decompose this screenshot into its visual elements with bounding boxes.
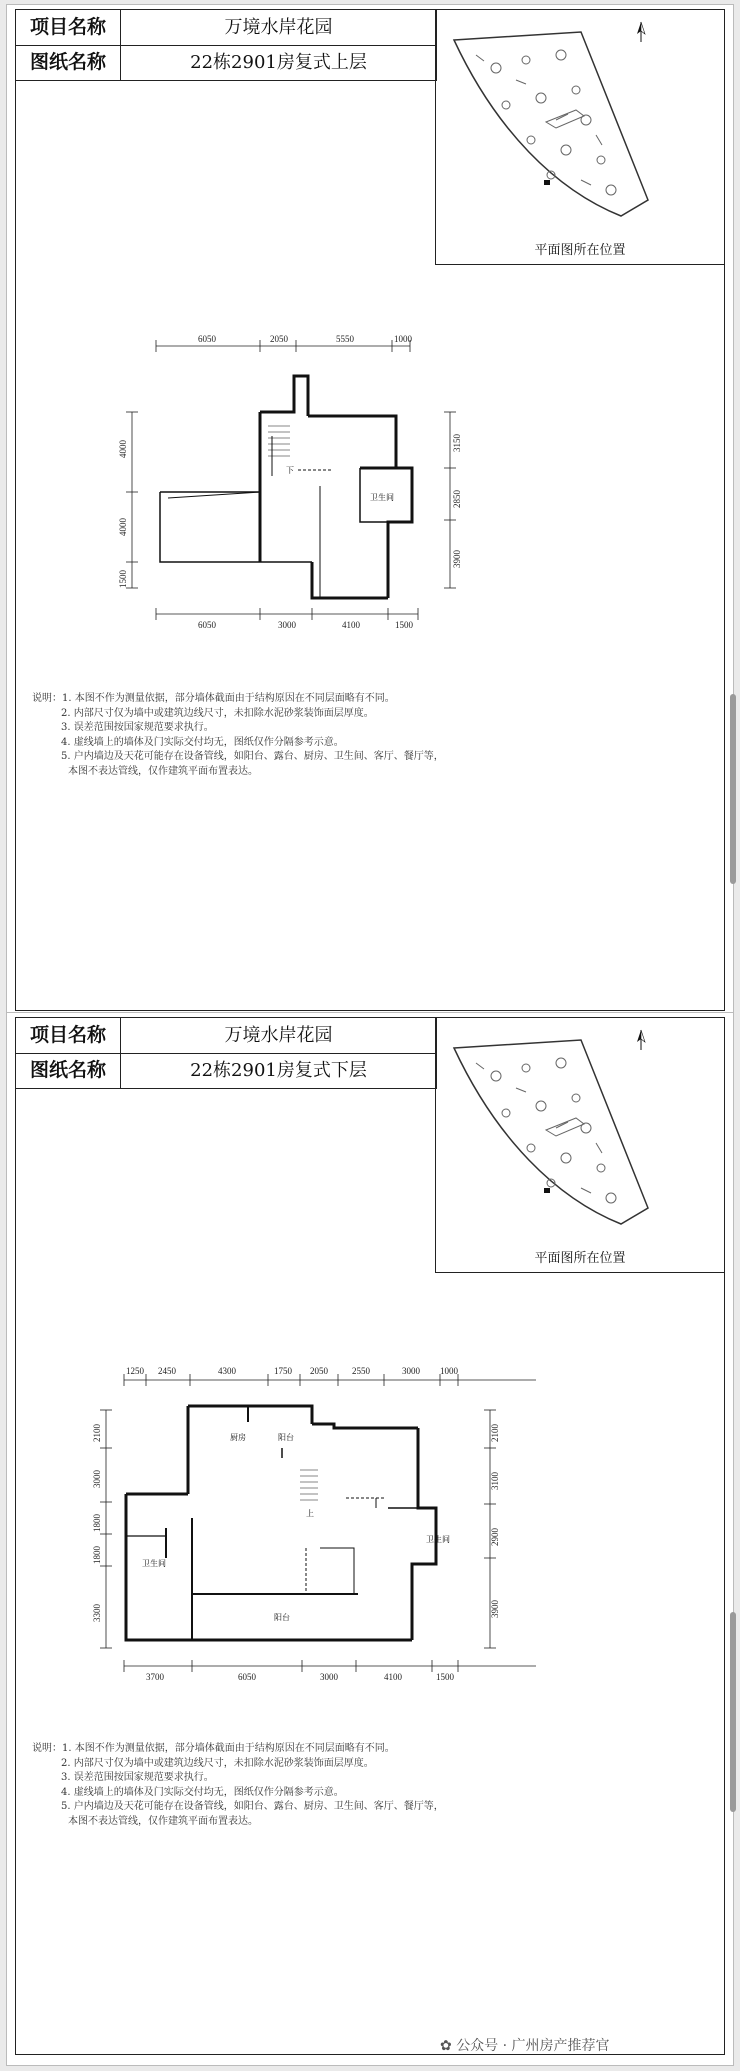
- note-line: 说明：1. 本图不作为测量依据，部分墙体截面由于结构原因在不同层面略有不同。: [32, 1743, 395, 1754]
- floor-plan-upper: [112, 316, 462, 636]
- dim-bottom-2: 3000: [278, 620, 296, 630]
- dim-top-6: 2550: [352, 1366, 370, 1376]
- dim-top-3: 4300: [218, 1366, 236, 1376]
- stair-mark: 上: [306, 1509, 314, 1518]
- note-line: 2. 内部尺寸仅为墙中或建筑边线尺寸，未扣除水泥砂浆装饰面层厚度。: [61, 707, 374, 719]
- dim-bottom-3: 3000: [320, 1672, 338, 1682]
- project-row: [16, 10, 436, 46]
- room-bathroom-right: 卫生间: [426, 1535, 450, 1544]
- dim-left-5: 3300: [92, 1604, 102, 1622]
- dim-right-1: 2100: [490, 1424, 500, 1442]
- dim-right-2: 2850: [452, 490, 462, 508]
- note-line: 本图不表达管线，仅作建筑平面布置表达。: [68, 1815, 258, 1827]
- dim-top-7: 3000: [402, 1366, 420, 1376]
- stair-mark: 下: [286, 466, 294, 475]
- stair-icon: [300, 1470, 318, 1500]
- dimension-lines: [100, 1374, 536, 1672]
- watermark-footer: [440, 2035, 610, 2055]
- dim-right-3: 3900: [452, 550, 462, 568]
- location-map: [435, 10, 724, 265]
- dim-left-1: 2100: [92, 1424, 102, 1442]
- dim-bottom-2: 6050: [238, 1672, 256, 1682]
- note-line: 本图不表达管线，仅作建筑平面布置表达。: [68, 765, 258, 777]
- sheet-frame: [15, 1017, 725, 2055]
- dim-left-3: 1500: [118, 570, 128, 588]
- site-map-illustration: [436, 1018, 724, 1248]
- note-line: 3. 误差范围按国家规范要求执行。: [61, 722, 214, 733]
- room-balcony-small: 阳台: [278, 1433, 294, 1442]
- wechat-icon: ✿: [440, 2038, 457, 2054]
- dim-top-8: 1000: [440, 1366, 458, 1376]
- room-bathroom-left: 卫生间: [142, 1559, 166, 1568]
- drawing-value: 22栋2901房复式下层: [190, 1060, 367, 1081]
- sheet-frame: [15, 9, 725, 1011]
- dim-bottom-5: 1500: [436, 1672, 454, 1682]
- dim-left-3: 1800: [92, 1514, 102, 1532]
- walls: [160, 376, 412, 598]
- floor-plan-lower: [92, 1358, 646, 1688]
- unit-marker: [544, 1188, 550, 1193]
- dim-bottom-1: 6050: [198, 620, 216, 630]
- site-map-illustration: [436, 10, 724, 240]
- note-line: 2. 内部尺寸仅为墙中或建筑边线尺寸，未扣除水泥砂浆装饰面层厚度。: [61, 1757, 374, 1769]
- project-row: [16, 1018, 436, 1054]
- dim-top-2: 2050: [270, 334, 288, 344]
- dim-top-1: 1250: [126, 1366, 144, 1376]
- note-line: 5. 户内墙边及天花可能存在设备管线，如阳台、露台、厨房、卫生间、客厅、餐厅等，: [61, 751, 444, 762]
- drawing-label: 图纸名称: [16, 45, 121, 80]
- dim-right-1: 3150: [452, 434, 462, 452]
- dim-right-2: 3100: [490, 1472, 500, 1490]
- dim-bottom-4: 1500: [395, 620, 413, 630]
- drawing-row: [16, 45, 436, 80]
- room-bathroom: 卫生间: [370, 493, 394, 502]
- dim-top-1: 6050: [198, 334, 216, 344]
- dimension-lines: [126, 340, 456, 620]
- north-arrow-icon: [637, 22, 645, 42]
- dim-left-4: 1800: [92, 1546, 102, 1564]
- drawing-sheet-upper: [6, 4, 734, 1022]
- dim-top-4: 1750: [274, 1366, 292, 1376]
- note-line: 3. 误差范围按国家规范要求执行。: [61, 1772, 214, 1783]
- dim-top-5: 2050: [310, 1366, 328, 1376]
- dim-top-4: 1000: [394, 334, 412, 344]
- scrollbar-thumb[interactable]: [730, 1612, 736, 1812]
- footer-text: 公众号 · 广州房产推荐官: [456, 2038, 610, 2054]
- stair-icon: [268, 426, 290, 456]
- dim-left-2: 4000: [118, 518, 128, 536]
- project-value: 万境水岸花园: [224, 1025, 333, 1046]
- location-map: [435, 1018, 724, 1273]
- unit-marker: [544, 180, 550, 185]
- project-value: 万境水岸花园: [224, 17, 333, 38]
- note-line: 4. 虚线墙上的墙体及门实际交付均无，图纸仅作分隔参考示意。: [61, 1786, 344, 1798]
- drawing-row: [16, 1053, 436, 1088]
- room-kitchen: 厨房: [230, 1433, 246, 1442]
- title-block: [16, 1018, 437, 1089]
- notes-block: [32, 692, 444, 779]
- note-line: 5. 户内墙边及天花可能存在设备管线，如阳台、露台、厨房、卫生间、客厅、餐厅等，: [61, 1801, 444, 1812]
- dim-top-2: 2450: [158, 1366, 176, 1376]
- drawing-sheet-lower: [6, 1012, 734, 2066]
- drawing-value: 22栋2901房复式上层: [190, 52, 367, 73]
- drawing-label: 图纸名称: [16, 1053, 121, 1088]
- dim-bottom-1: 3700: [146, 1672, 164, 1682]
- notes-block: [32, 1742, 444, 1829]
- dim-right-3: 2900: [490, 1528, 500, 1546]
- dim-top-3: 5550: [336, 334, 354, 344]
- location-caption: 平面图所在位置: [534, 1251, 626, 1266]
- scrollbar-thumb[interactable]: [730, 694, 736, 884]
- north-arrow-icon: [637, 1030, 645, 1050]
- title-block: [16, 10, 437, 81]
- note-line: 说明：1. 本图不作为测量依据，部分墙体截面由于结构原因在不同层面略有不同。: [32, 693, 395, 704]
- project-label: 项目名称: [16, 10, 121, 45]
- dim-left-1: 4000: [118, 440, 128, 458]
- dim-bottom-3: 4100: [342, 620, 360, 630]
- room-balcony-large: 阳台: [274, 1613, 290, 1622]
- dim-right-4: 3900: [490, 1600, 500, 1618]
- location-caption: 平面图所在位置: [534, 243, 626, 258]
- project-label: 项目名称: [16, 1018, 121, 1053]
- note-line: 4. 虚线墙上的墙体及门实际交付均无，图纸仅作分隔参考示意。: [61, 736, 344, 748]
- dim-left-2: 3000: [92, 1470, 102, 1488]
- dim-bottom-4: 4100: [384, 1672, 402, 1682]
